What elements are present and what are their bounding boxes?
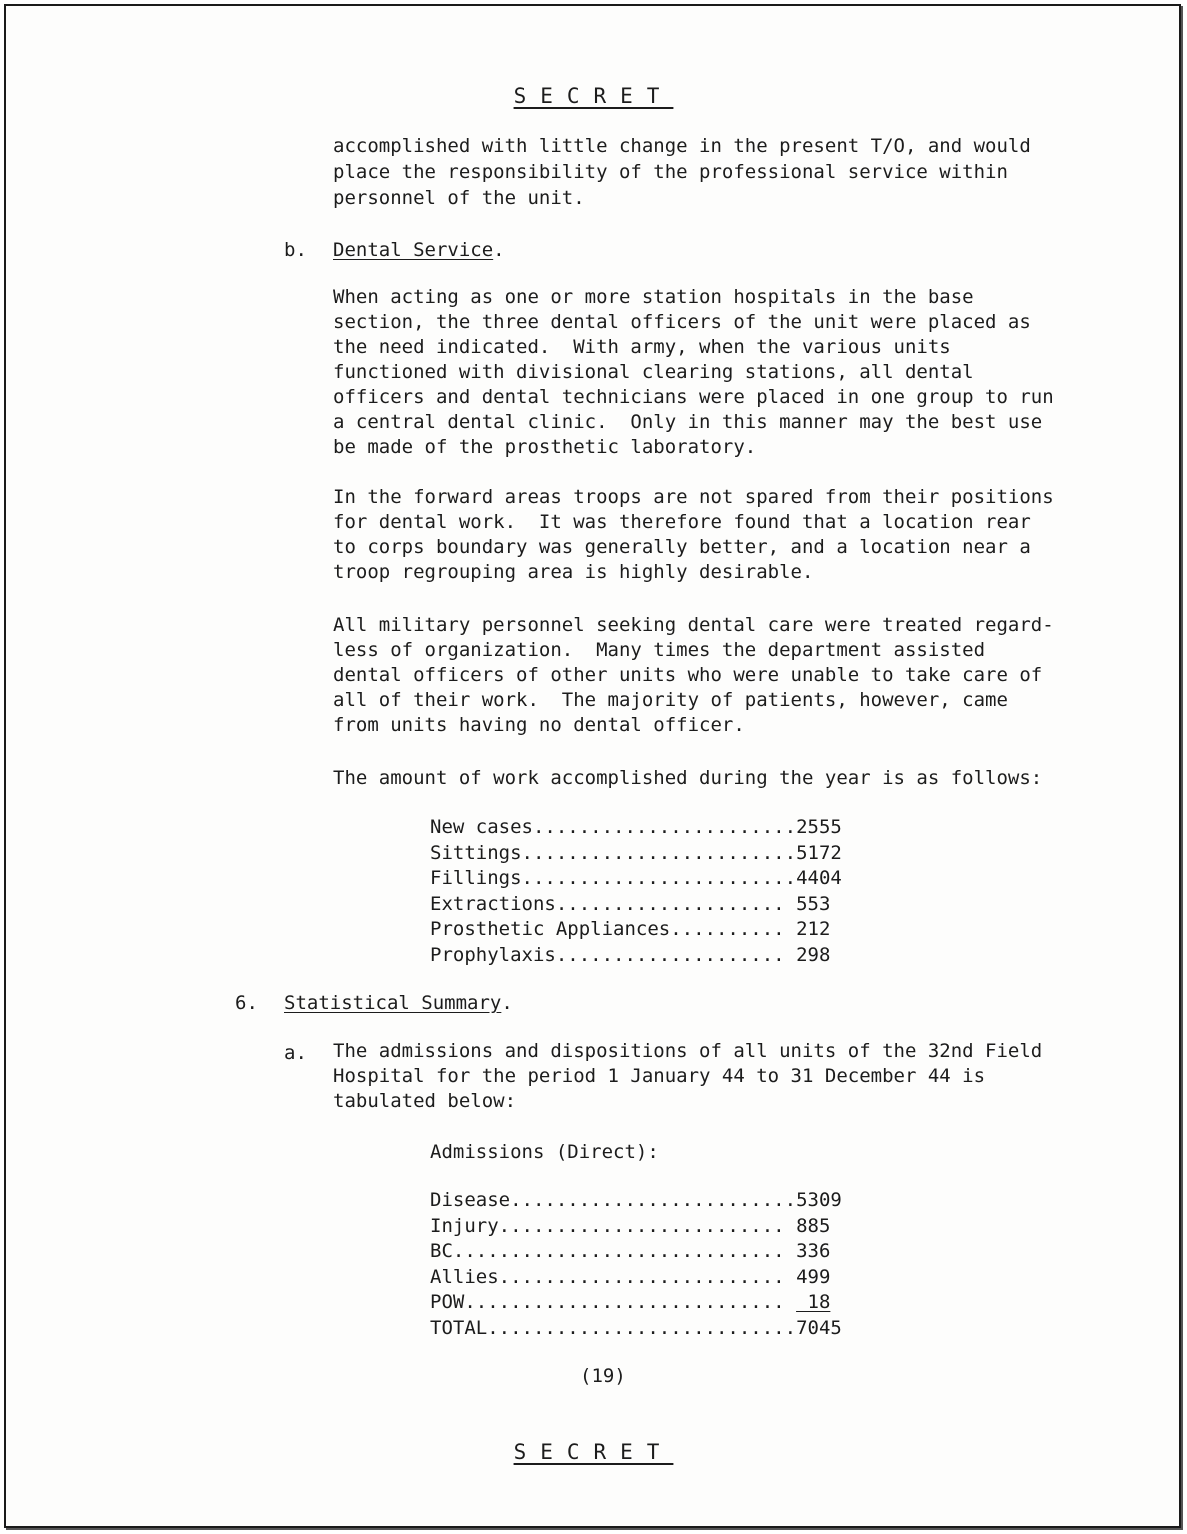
ledger-value: 18 [796, 1291, 831, 1313]
ledger-label: Fillings [430, 867, 522, 889]
ledger-row [430, 1265, 890, 1291]
ledger-row [430, 943, 890, 969]
ledger-leader: ........................... [487, 1316, 797, 1339]
admissions-heading: Admissions (Direct): [430, 1141, 659, 1163]
paragraph-line: officers and dental technicians were placed in one group to run [333, 386, 1054, 408]
ledger-row [430, 1316, 890, 1342]
ledger-value: 499 [796, 1265, 831, 1288]
ledger-value: 336 [796, 1240, 831, 1262]
ledger-row [430, 892, 890, 918]
ledger-leader: .................... [555, 943, 797, 966]
paragraph-line: be made of the prosthetic laboratory. [333, 436, 757, 458]
ledger-label: BC [430, 1240, 453, 1262]
section-title-text: Dental Service [333, 239, 494, 261]
ledger-value: 4404 [796, 867, 842, 889]
ledger-label: Prophylaxis [430, 943, 556, 966]
ledger-row [430, 866, 890, 892]
ledger-leader: .......... [670, 918, 797, 940]
ledger-value: 7045 [796, 1316, 842, 1339]
paragraph-line: less of organization. Many times the department assisted [333, 639, 986, 661]
paragraph-line: for dental work. It was therefore found that a location rear [333, 511, 1031, 533]
ledger-label: Sittings [430, 841, 522, 864]
ledger-value: 5172 [796, 841, 842, 864]
ledger-leader: .................... [555, 892, 797, 915]
ledger-label: POW [430, 1291, 465, 1313]
section-title [284, 990, 513, 1016]
ledger-value: 2555 [796, 816, 842, 838]
ledger-value: 212 [796, 918, 831, 940]
paragraph-line: a central dental clinic. Only in this manner may the best use [333, 411, 1043, 433]
ledger-row [430, 1188, 890, 1214]
ledger-value: 5309 [796, 1189, 842, 1211]
paragraph-line: troop regrouping area is highly desirable. [333, 561, 814, 583]
ledger-row [430, 1239, 890, 1265]
ledger-label: TOTAL [430, 1316, 488, 1339]
section-title-punct: . [501, 992, 513, 1014]
paragraph-line: All military personnel seeking dental care were treated regard- [333, 614, 1054, 636]
paragraph-line: tabulated below: [333, 1090, 517, 1112]
intro-line: accomplished with little change in the present T/O, and would [333, 135, 1031, 157]
ledger-label: Allies [430, 1265, 499, 1288]
paragraph-work-intro: The amount of work accomplished during the year is as follows: [333, 767, 1043, 789]
ledger-leader: ........................ [521, 867, 797, 889]
section-title [333, 237, 505, 263]
ledger-label: Injury [430, 1214, 499, 1237]
ledger-row [430, 917, 890, 943]
section-title-text: Statistical Summary [284, 992, 502, 1014]
ledger-leader: ......................... [498, 1265, 797, 1288]
ledger-label: Disease [430, 1189, 511, 1211]
ledger-leader: ........................ [521, 841, 797, 864]
paragraph-line: section, the three dental officers of the unit were placed as [333, 311, 1031, 333]
paragraph-line: In the forward areas troops are not spared from their positions [333, 486, 1054, 508]
ledger-leader: ......................... [498, 1214, 797, 1237]
paragraph-line: dental officers of other units who were unable to take care of [333, 664, 1043, 686]
section-marker: 6. [235, 992, 258, 1014]
header-classification: SECRET [513, 84, 674, 108]
intro-line: personnel of the unit. [333, 187, 585, 209]
paragraph-line: the need indicated. With army, when the various units [333, 336, 951, 358]
ledger-value: 298 [796, 943, 831, 966]
section-title-punct: . [493, 239, 505, 261]
ledger-label: Prosthetic Appliances [430, 918, 671, 940]
ledger-row [430, 841, 890, 867]
intro-line: place the responsibility of the professional service within [333, 161, 1008, 183]
page-number: (19) [580, 1365, 626, 1387]
ledger-value: 885 [796, 1214, 831, 1237]
paragraph-line: all of their work. The majority of patients, however, came [333, 689, 1008, 711]
ledger-leader: ............................. [452, 1240, 797, 1262]
ledger-leader: ............................ [464, 1291, 797, 1313]
ledger-label: New cases [430, 816, 533, 838]
footer-classification: SECRET [513, 1440, 674, 1464]
paragraph-line: from units having no dental officer. [333, 714, 745, 736]
ledger-value: 553 [796, 892, 831, 915]
ledger-row [430, 1214, 890, 1240]
section-marker: a. [284, 1042, 307, 1064]
ledger-label: Extractions [430, 892, 556, 915]
paragraph-line: functioned with divisional clearing stations, all dental [333, 361, 974, 383]
paragraph-line: Hospital for the period 1 January 44 to 31 December 44 is [333, 1065, 986, 1087]
ledger-row [430, 815, 890, 841]
paragraph-line: When acting as one or more station hospitals in the base [333, 286, 974, 308]
paragraph-line: to corps boundary was generally better, and a location near a [333, 536, 1031, 558]
ledger-row [430, 1290, 890, 1316]
section-marker: b. [284, 239, 307, 261]
ledger-leader: ....................... [532, 816, 797, 838]
ledger-leader: ......................... [510, 1189, 797, 1211]
paragraph-line: The admissions and dispositions of all units of the 32nd Field [333, 1040, 1043, 1062]
